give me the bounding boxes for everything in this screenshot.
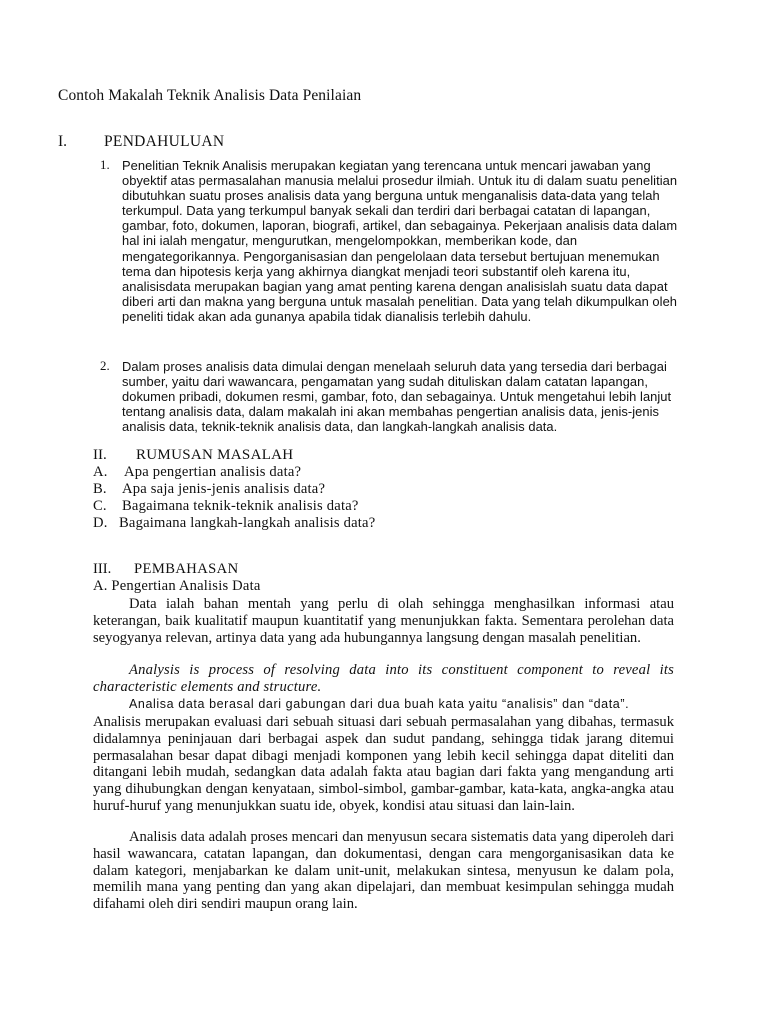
question-text: Apa pengertian analisis data? (124, 464, 302, 480)
section-1-title: PENDAHULUAN (104, 133, 225, 150)
question-text: Bagaimana langkah-langkah analisis data? (119, 515, 376, 531)
subsection-a-title: A. Pengertian Analisis Data (93, 578, 261, 594)
paragraph: Data ialah bahan mentah yang perlu di olah sehingga menghasilkan informasi atau keterangan, baik kualitatif maupun kuantitatif yang menunjukkan fakta. Sementara perolehan data seyogyanya relevan, artinya data yang ada hubungannya langsung dengan masalah penelitian. (93, 596, 674, 646)
question-letter: A. (93, 464, 108, 480)
question-letter: D. (93, 515, 108, 531)
list-item-text: Dalam proses analisis data dimulai dengan menelaah seluruh data yang tersedia dari berbagai sumber, yaitu dari wawancara, pengamatan yang sudah dituliskan dalam catatan lapangan, dokumen pribadi, dokumen resmi, gambar, foto, dan sebagainya. Untuk mengetahui lebih lanjut tentang analisis data, dalam makalah ini akan membahas pengertian analisis data, jenis-jenis analisis data, teknik-teknik analisis data, dan langkah-langkah analisis data. (122, 359, 672, 435)
section-1-number: I. (58, 133, 68, 150)
list-item-number: 1. (100, 158, 110, 172)
list-item-number: 2. (100, 359, 110, 373)
section-2-title: RUMUSAN MASALAH (136, 447, 294, 463)
section-2-heading (93, 447, 294, 464)
section-3-number: III. (93, 561, 112, 577)
document-title: Contoh Makalah Teknik Analisis Data Penilaian (58, 87, 362, 104)
question-letter: B. (93, 481, 107, 497)
paragraph-lead: Analisa data berasal dari gabungan dari dua buah kata yaitu “analisis” dan “data”. (129, 697, 630, 711)
question-text: Apa saja jenis-jenis analisis data? (122, 481, 326, 497)
list-item-text: Penelitian Teknik Analisis merupakan kegiatan yang terencana untuk mencari jawaban yang obyektif atas permasalahan manusia melalui prosedur ilmiah. Untuk itu di dalam suatu penelitian dibutuhkan suatu proses analisis data yang berguna untuk menganalisis data-data yang telah terkumpul. Data yang terkumpul banyak sekali dan terdiri dari berbagai catatan di lapangan, gambar, foto, dokumen, laporan, biografi, artikel, dan sebagainya. Pekerjaan analisis data dalam hal ini ialah mengatur, mengurutkan, mengelompokkan, memberikan kode, dan mengategorikannya. Pengorganisasian dan pengelolaan data tersebut bertujuan menemukan tema dan hipotesis kerja yang akhirnya diangkat menjadi teori substantif oleh karena itu, analisisdata merupakan bagian yang amat penting karena dengan analisislah suatu data dapat diberi arti dan makna yang berguna untuk masalah penelitian. Data yang telah dikumpulkan oleh peneliti tidak akan ada gunanya apabila tidak dianalisis terlebih dahulu. (122, 158, 678, 324)
question-letter: C. (93, 498, 107, 514)
section-3-title: PEMBAHASAN (134, 561, 239, 577)
paragraph: Analisis data adalah proses mencari dan menyusun secara sistematis data yang diperoleh dari hasil wawancara, catatan lapangan, dan dokumentasi, dengan cara mengorganisasikan data ke dalam kategori, menjabarkan ke dalam unit-unit, melakukan sintesa, menyusun ke dalam pola, memilih mana yang penting dan yang akan dipelajari, dan membuat kesimpulan sehingga mudah difahami oleh diri sendiri maupun orang lain. (93, 829, 674, 913)
section-2-number: II. (93, 447, 107, 463)
paragraph: Analisis merupakan evaluasi dari sebuah situasi dari sebuah permasalahan yang dibahas, termasuk didalamnya peninjauan dari berbagai aspek dan sudut pandang, sehingga tidak jarang ditemui permasalahan besar dapat dibagi menjadi komponen yang lebih kecil sehingga dapat diteliti dan ditangani lebih mudah, sedangkan data adalah fakta atau bagian dari fakta yang mengandung arti yang dihubungkan dengan kenyataan, simbol-simbol, gambar-gambar, kata-kata, angka-angka atau huruf-huruf yang menunjukkan suatu ide, obyek, kondisi atau situasi dan lain-lain. (93, 714, 674, 814)
question-text: Bagaimana teknik-teknik analisis data? (122, 498, 359, 514)
paragraph-quote: Analysis is process of resolving data into its constituent component to reveal its characteristic elements and structure. (93, 662, 674, 695)
